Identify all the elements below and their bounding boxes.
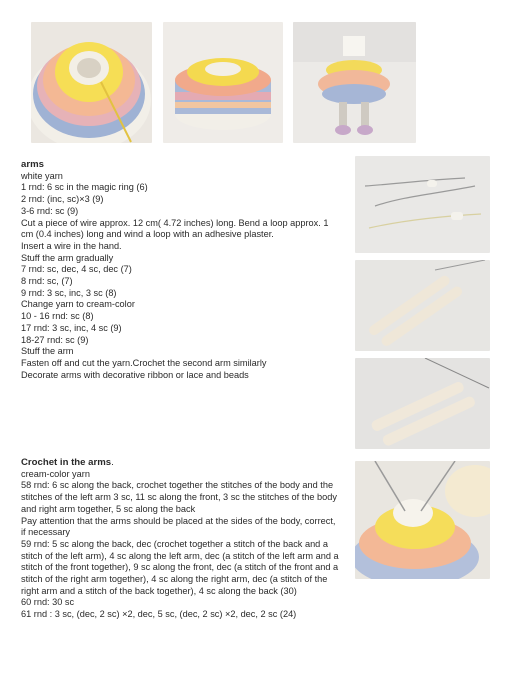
arms-section [21, 159, 339, 381]
photo-crochet-in-arms [355, 461, 490, 579]
crochet-arms-line: 61 rnd : 3 sc, (dec, 2 sc) ×2, dec, 5 sc, (dec, 2 sc) ×2, dec, 2 sc (24) [21, 609, 297, 620]
arms-line: 8 rnd: sc, (7) [21, 276, 73, 287]
crochet-arms-title: Crochet in the arms [21, 457, 112, 468]
arms-heading: arms [21, 159, 44, 170]
crochet-arms-line: 60 rnd: 30 sc [21, 597, 75, 608]
photo-skirt-side-view [163, 22, 283, 143]
photo-arm-wire-loops [355, 156, 490, 253]
arms-line: 1 rnd: 6 sc in the magic ring (6) [21, 182, 148, 193]
crochet-arms-section [21, 457, 339, 621]
arms-line: Change yarn to cream-color [21, 299, 135, 310]
crochet-arms-line: Pay attention that the arms should be placed at the sides of the body, correct, if necessary [21, 515, 336, 538]
arms-line: 17 rnd: 3 sc, inc, 4 sc (9) [21, 322, 122, 333]
crochet-arms-heading [21, 457, 339, 469]
arms-line: white yarn [21, 170, 63, 181]
arms-line: 9 rnd: 3 sc, inc, 3 sc (8) [21, 287, 117, 298]
photo-arms-finished [355, 358, 490, 449]
arms-line: Decorate arms with decorative ribbon or lace and beads [21, 369, 249, 380]
arms-line: 2 rnd: (inc, sc)×3 (9) [21, 194, 104, 205]
crochet-arms-line: 59 rnd: 5 sc along the back, dec (crochet together a stitch of the back and a stitch of the left arm), 4 sc along the left arm, dec (a stitch of the left arm and a stitch of the front together), 9 sc along the front, dec (a stitch of the front and a stitch of the right arm together), 4 sc along the right arm, dec (a stitch of the right arm and a stitch of the back together), 4 sc along the back (30) [21, 538, 339, 596]
arms-line: 3-6 rnd: sc (9) [21, 205, 79, 216]
photo-arms-cream-striped [355, 260, 490, 351]
arms-line: 18-27 rnd: sc (9) [21, 334, 89, 345]
crochet-arms-line: 58 rnd: 6 sc along the back, crochet together the stitches of the body and the stitches of the left arm 3 sc, 11 sc along the front, 3 sc the stitches of the body and right arm together, 5 sc along the back [21, 480, 337, 514]
arms-line: 7 rnd: sc, dec, 4 sc, dec (7) [21, 264, 132, 275]
arms-line: Fasten off and cut the yarn.Crochet the second arm similarly [21, 357, 267, 368]
arms-line: 10 - 16 rnd: sc (8) [21, 311, 94, 322]
arms-line: Stuff the arm gradually [21, 252, 114, 263]
photo-doll-body-with-skirt [293, 22, 416, 143]
crochet-arms-line: cream-color yarn [21, 468, 90, 479]
arms-line: Cut a piece of wire approx. 12 cm( 4.72 inches) long. Bend a loop approx. 1 cm (0.4 inches) long and wind a loop with an adhesive plaster. [21, 217, 329, 240]
arms-line: Stuff the arm [21, 346, 74, 357]
arms-line: Insert a wire in the hand. [21, 240, 122, 251]
photo-skirt-top-view [31, 22, 152, 143]
crochet-arms-title-suffix: . [111, 457, 114, 468]
